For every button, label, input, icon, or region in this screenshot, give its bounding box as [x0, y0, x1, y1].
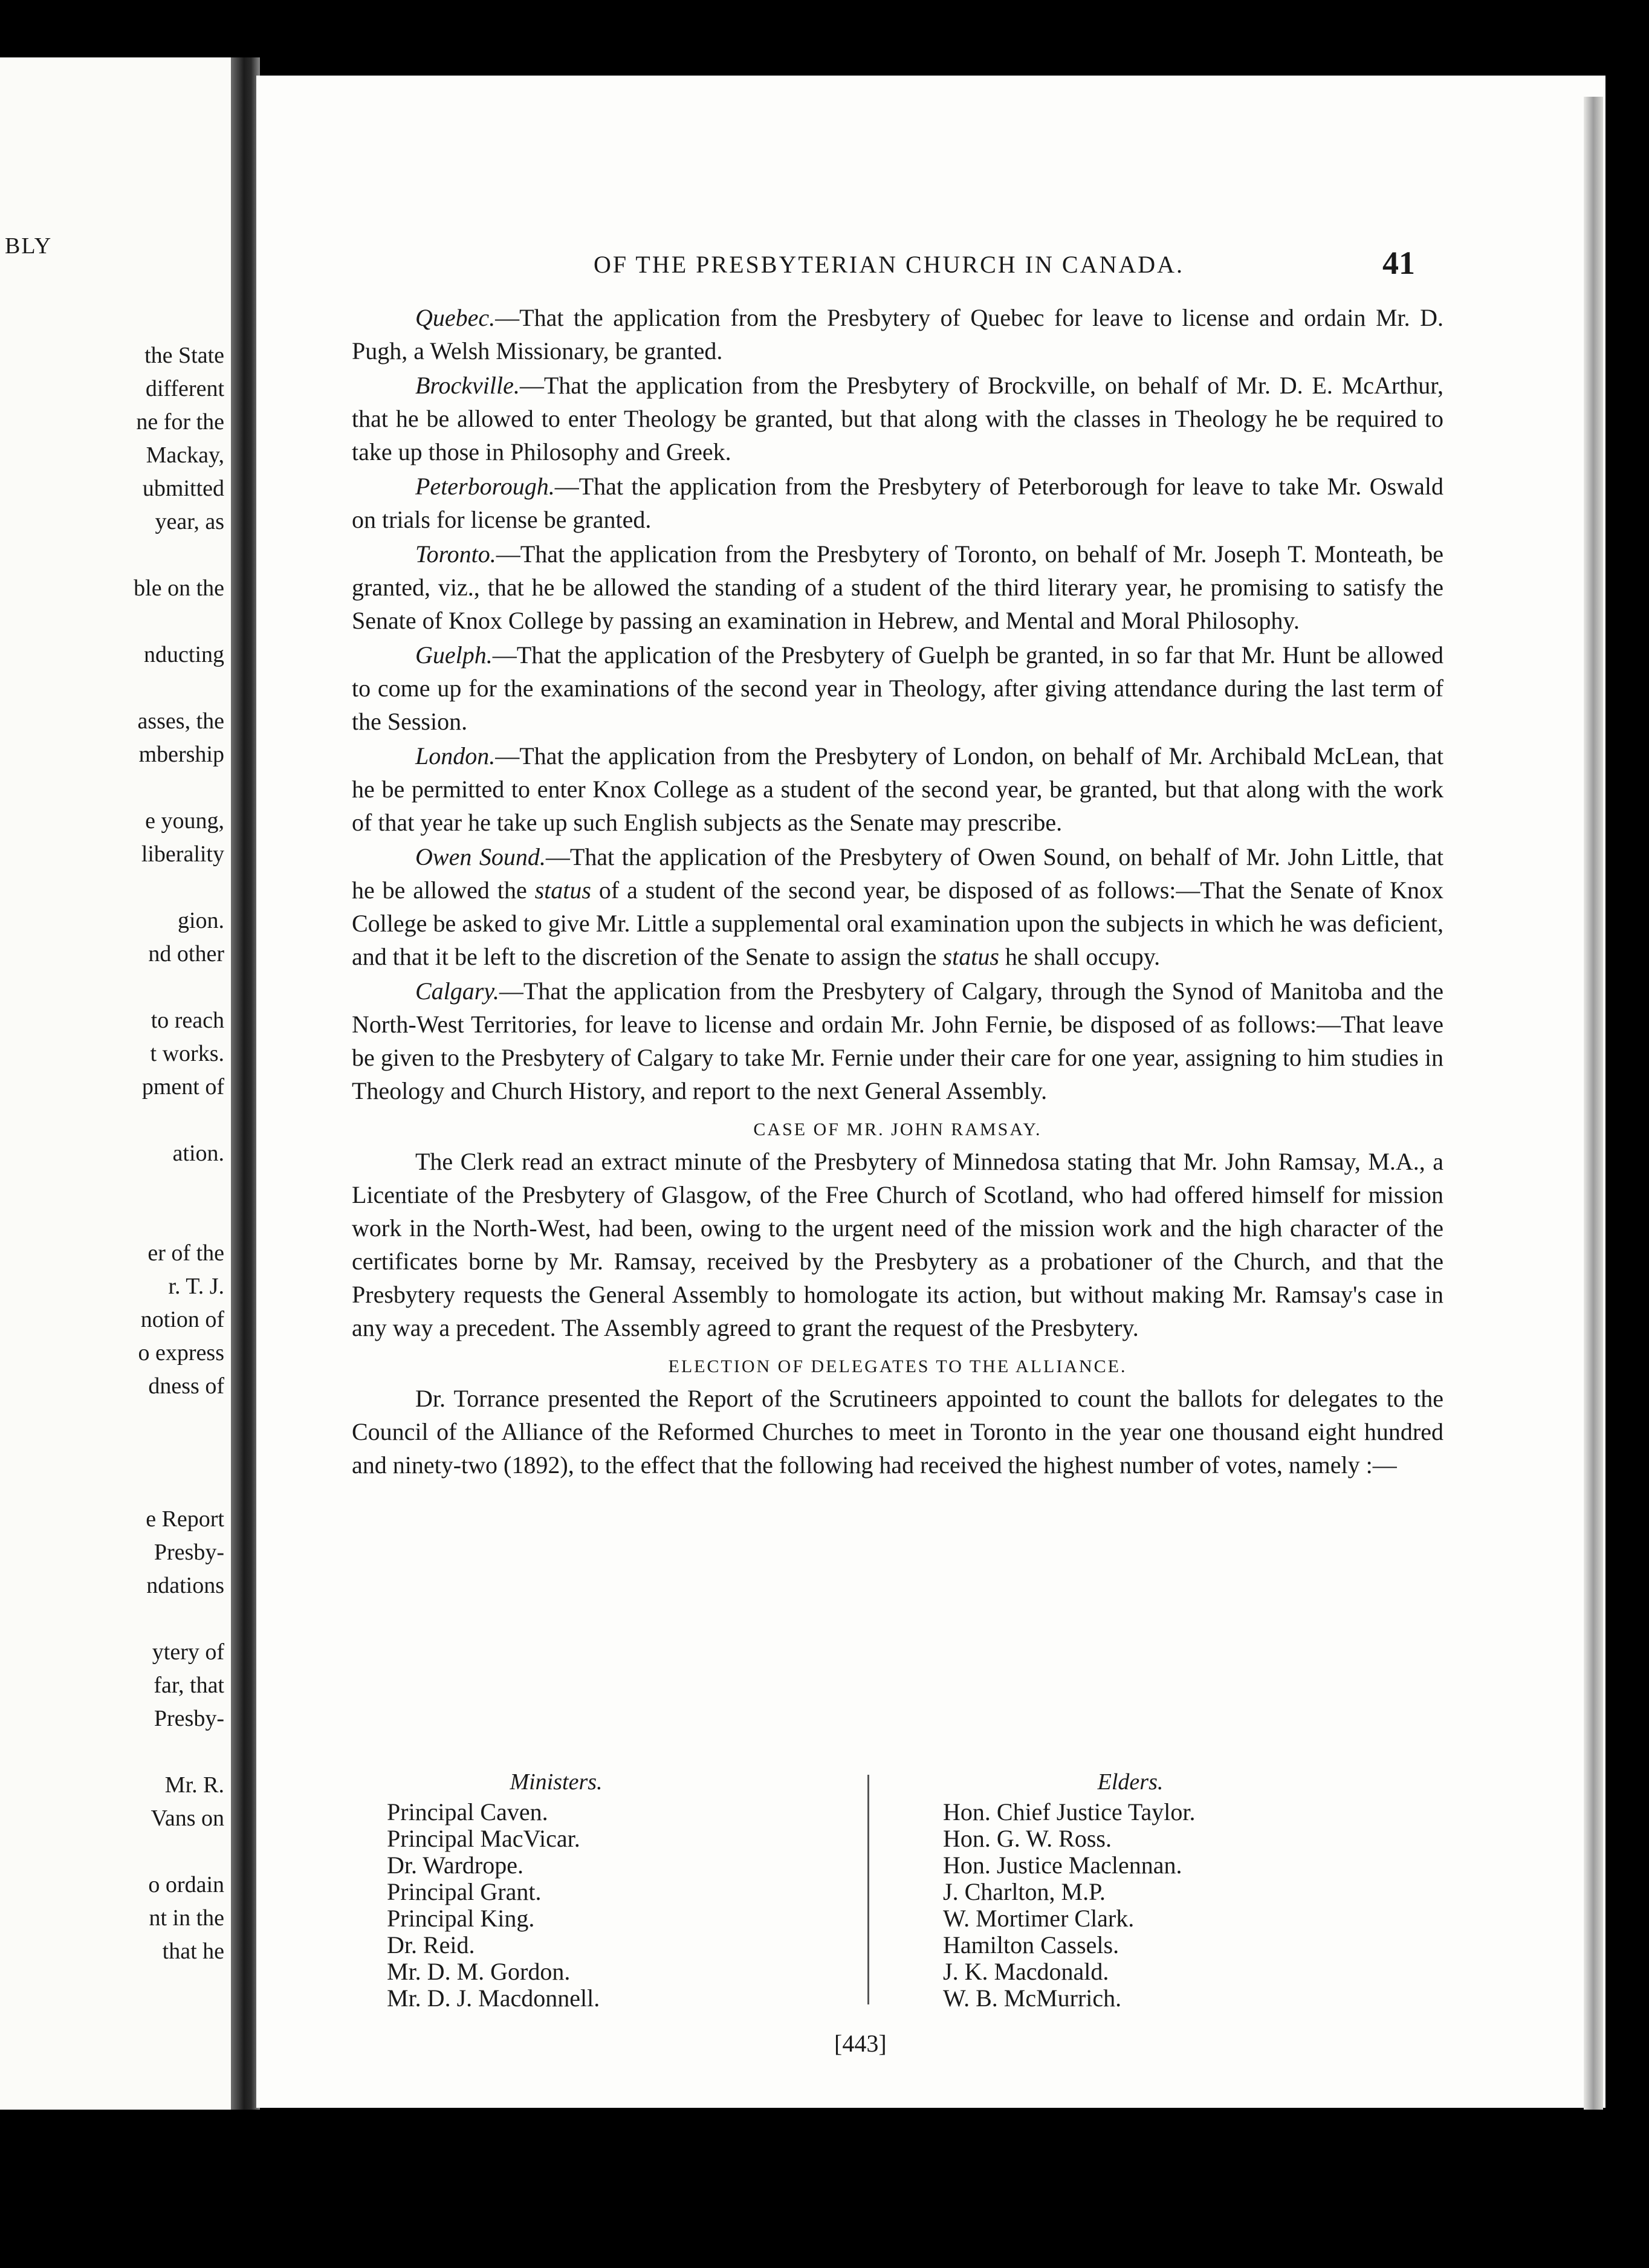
left-page-line: Vans on [151, 1806, 224, 1831]
minister-name: Dr. Wardrope. [387, 1852, 523, 1879]
left-page-line: Mr. R. [164, 1772, 224, 1798]
paragraph-text: —That the application from the Presbytery of London, on behalf of Mr. Archibald McLean, that he be permitted to enter Knox College as a student of the second year, be granted, but that along with the work of that year he take up such English subjects as the Senate may prescribe. [352, 742, 1443, 836]
elder-name: J. Charlton, M.P. [943, 1878, 1106, 1905]
page-number: 41 [1382, 245, 1415, 281]
left-page-line: gion. [177, 908, 224, 933]
paragraph-text: —That the application from the Presbytery of Calgary, through the Synod of Manitoba and the North-West Territories, for leave to license and ordain Mr. John Fernie, be disposed of as follows:—That leave be given to the Presbytery of Calgary to take Mr. Fernie under their care for one year, assigning to him studies in Theology and Church History, and report to the next General Assembly. [352, 977, 1443, 1104]
paragraph-calgary [352, 974, 1443, 1107]
left-page-line: e young, [145, 808, 224, 834]
left-page-line: notion of [140, 1307, 224, 1332]
left-page-line: r. T. J. [168, 1274, 224, 1299]
left-page-line: ble on the [134, 575, 224, 601]
elder-name: Hon. G. W. Ross. [943, 1825, 1112, 1852]
left-page-line: ubmitted [142, 476, 224, 501]
paragraph-owen-sound [352, 840, 1443, 973]
paragraph-lead: Toronto. [415, 540, 496, 568]
left-page-line: ndations [146, 1573, 224, 1598]
left-page-line: ytery of [152, 1639, 224, 1665]
section-heading-election: ELECTION OF DELEGATES TO THE ALLIANCE. [668, 1356, 1127, 1376]
ministers-column [387, 1769, 725, 2012]
folio-number: [443] [834, 2030, 887, 2057]
body-text [352, 301, 1443, 1482]
status-term: status [942, 943, 999, 970]
elder-name: Hamilton Cassels. [943, 1931, 1119, 1959]
column-divider [867, 1775, 869, 2004]
minister-name: Principal Caven. [387, 1798, 548, 1826]
left-page-line: t works. [150, 1041, 224, 1066]
left-page-line: dness of [148, 1373, 224, 1399]
left-page-line: nducting [144, 642, 224, 667]
paragraph-lead: Guelph. [415, 641, 493, 669]
status-term: status [534, 876, 591, 904]
paragraph-toronto [352, 537, 1443, 637]
left-page-line: the State [144, 343, 224, 368]
paragraph-lead: Brockville. [415, 372, 520, 399]
book-gutter [231, 57, 260, 2110]
paragraph-case-ramsay [352, 1145, 1443, 1344]
paragraph-brockville [352, 369, 1443, 468]
left-page-line: that he [162, 1939, 224, 1964]
elders-heading: Elders. [1097, 1769, 1164, 1795]
minister-name: Principal King. [387, 1905, 535, 1932]
elder-name: J. K. Macdonald. [943, 1958, 1109, 1985]
left-page-line: mbership [138, 742, 224, 767]
section-heading-case: CASE OF MR. JOHN RAMSAY. [753, 1119, 1042, 1139]
left-page-line: pment of [141, 1074, 224, 1100]
paragraph-peterborough [352, 470, 1443, 536]
paragraph-text: —That the application from the Presbytery of Brockville, on behalf of Mr. D. E. McArthur, that he be allowed to enter Theology be granted, but that along with the classes in Theology he be required to take up those in Philosophy and Greek. [352, 372, 1443, 465]
left-page-line: nd other [148, 941, 224, 967]
elder-name: W. Mortimer Clark. [943, 1905, 1135, 1932]
paragraph-text: —That the application of the Presbytery of Owen Sound, on behalf of Mr. John Little, that he be allowed the [352, 843, 1443, 904]
left-facing-page [0, 57, 239, 2110]
paragraph-text: —That the application of the Presbytery of Guelph be granted, in so far that Mr. Hunt be allowed to come up for the examinations of the second year in Theology, after giving attendance during the last term of the Session. [352, 641, 1443, 735]
left-page-line: Presby- [154, 1540, 224, 1565]
paragraph-lead: London. [415, 742, 496, 770]
paragraph-guelph [352, 638, 1443, 738]
minister-name: Principal MacVicar. [387, 1825, 580, 1852]
paragraph-lead: Calgary. [415, 977, 499, 1005]
minister-name: Mr. D. M. Gordon. [387, 1958, 571, 1985]
paragraph-london [352, 739, 1443, 839]
left-page-line: Mackay, [146, 442, 224, 468]
delegate-lists [387, 1769, 1318, 2023]
elder-name: Hon. Chief Justice Taylor. [943, 1798, 1196, 1826]
left-page-line: liberality [141, 841, 224, 867]
left-page-line: ne for the [136, 409, 224, 435]
elder-name: W. B. McMurrich. [943, 1984, 1122, 2012]
paragraph-text: —That the application from the Presbytery of Peterborough for leave to take Mr. Oswald on trials for license be granted. [352, 473, 1443, 533]
left-page-line: o express [138, 1340, 224, 1366]
paragraph-text: Dr. Torrance presented the Report of the Scrutineers appointed to count the ballots for delegates to the Council of the Alliance of the Reformed Churches to meet in Toronto in the year one thousand eight hundred and ninety-two (1892), to the effect that the following had received the highest number of votes, namely :— [352, 1385, 1443, 1479]
minister-name: Dr. Reid. [387, 1931, 475, 1959]
paragraph-quebec [352, 301, 1443, 368]
left-page-line: er of the [147, 1240, 224, 1266]
left-page-line: ation. [172, 1141, 224, 1166]
left-page-line: Presby- [154, 1706, 224, 1731]
left-page-line: far, that [154, 1673, 224, 1698]
left-page-line: e Report [146, 1506, 224, 1532]
paragraph-text: —That the application from the Presbytery of Quebec for leave to license and ordain Mr. D. Pugh, a Welsh Missionary, be granted. [352, 304, 1443, 364]
elder-name: Hon. Justice Maclennan. [943, 1852, 1182, 1879]
left-page-line: to reach [151, 1008, 224, 1033]
left-page-line: nt in the [149, 1905, 224, 1931]
paragraph-election [352, 1382, 1443, 1482]
left-page-line: o ordain [148, 1872, 224, 1897]
minister-name: Mr. D. J. Macdonnell. [387, 1984, 600, 2012]
left-page-line: different [145, 376, 224, 401]
left-page-line: year, as [155, 509, 224, 534]
page-edge [1584, 97, 1603, 2110]
paragraph-lead: Owen Sound. [415, 843, 546, 870]
paragraph-text: he shall occupy. [999, 943, 1161, 970]
left-page-heading: BLY [5, 233, 53, 259]
ministers-heading: Ministers. [510, 1769, 603, 1795]
elders-column [943, 1769, 1318, 2012]
paragraph-text: —That the application from the Presbytery of Toronto, on behalf of Mr. Joseph T. Monteath, be granted, viz., that he be allowed the standing of a student of the third literary year, he promising to satisfy the Senate of Knox College by passing an examination in Hebrew, and Mental and Moral Philosophy. [352, 540, 1443, 634]
running-head: OF THE PRESBYTERIAN CHURCH IN CANADA. [594, 251, 1184, 278]
minister-name: Principal Grant. [387, 1878, 542, 1905]
paragraph-lead: Peterborough. [415, 473, 555, 500]
left-page-line: asses, the [137, 708, 224, 734]
paragraph-text: of a student of the second year, be disposed of as follows:—That the Senate of Knox College be asked to give Mr. Little a supplemental oral examination upon the subjects in which he was deficient, and that it be left to the discretion of the Senate to assign the [352, 876, 1443, 970]
paragraph-text: The Clerk read an extract minute of the Presbytery of Minnedosa stating that Mr. John Ramsay, M.A., a Licentiate of the Presbytery of Glasgow, of the Free Church of Scotland, who had offered himself for mission work in the North-West, had been, owing to the urgent need of the mission work and the high character of the certificates borne by Mr. Ramsay, received by the Presbytery as a probationer of the Church, and that the Presbytery requests the General Assembly to homologate its action, but without making Mr. Ramsay's case in any way a precedent. The Assembly agreed to grant the request of the Presbytery. [352, 1148, 1443, 1341]
paragraph-lead: Quebec. [415, 304, 496, 331]
